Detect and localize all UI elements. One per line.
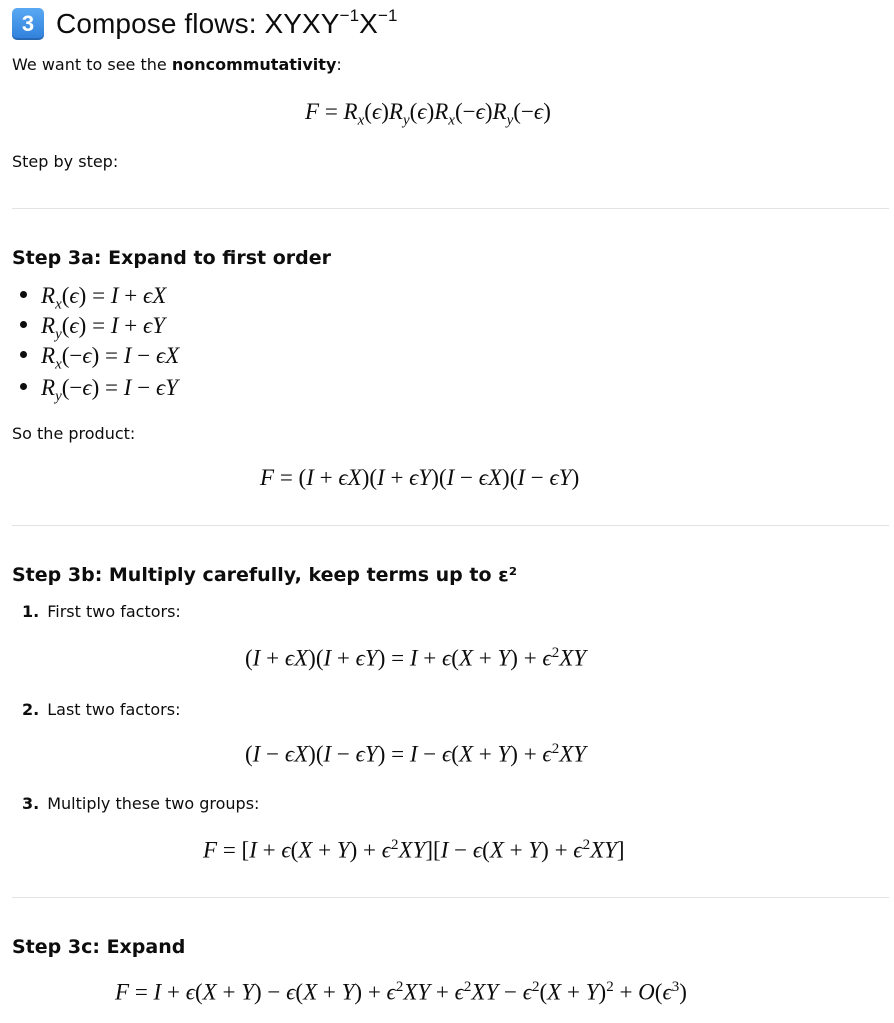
- bullet-dot-icon: [20, 383, 27, 390]
- divider-1: [12, 208, 889, 209]
- step-by-step-text: Step by step:: [12, 152, 119, 171]
- title-mid: X: [359, 8, 378, 39]
- formula-first-two: $(I + \epsilon X)(I + \epsilon Y) = I + \epsilon(X + Y) + \epsilon^2XY$: [245, 645, 587, 671]
- bullet-item: $R_x(-\epsilon) = I - \epsilon X$: [20, 343, 179, 374]
- section-title: [56, 8, 398, 40]
- formula-main: $F = R_x(\epsilon)R_y(\epsilon)R_x(-\epsilon)R_y(-\epsilon)$: [305, 99, 551, 129]
- numbered-item-1: 1. First two factors:: [22, 602, 181, 621]
- bullet-item: $R_y(\epsilon) = I + \epsilon Y$: [20, 313, 165, 344]
- divider-2: [12, 525, 889, 526]
- formula-expand: $F = I + \epsilon(X + Y) - \epsilon(X + Y) + \epsilon^2XY + \epsilon^2XY - \epsilon^2(X + Y)^2 + O(\epsilon^3)$: [115, 979, 687, 1005]
- bullet-item: $R_x(\epsilon) = I + \epsilon X$: [20, 283, 166, 314]
- formula-product: F = (I + ϵX)(I + ϵY)(I − ϵX)(I − ϵY): [260, 465, 580, 490]
- intro-paragraph: We want to see the noncommutativity:: [12, 55, 342, 74]
- bullet-dot-icon: [20, 291, 27, 298]
- numbered-item-3: 3. Multiply these two groups:: [22, 794, 260, 813]
- section-heading: [12, 4, 398, 44]
- intro-bold: noncommutativity: [171, 55, 337, 74]
- step3b-title: Step 3b: Multiply carefully, keep terms up to ε²: [12, 564, 518, 586]
- so-the-product-text: So the product:: [12, 424, 136, 443]
- keycap-three-icon: 3: [12, 8, 44, 40]
- bullet-item: $R_y(-\epsilon) = I - \epsilon Y$: [20, 375, 178, 406]
- formula-multiply-groups: $F = [I + \epsilon(X + Y) + \epsilon^2XY][I - \epsilon(X + Y) + \epsilon^2XY]$: [203, 837, 625, 863]
- title-text: Compose flows: XYXY: [56, 8, 340, 39]
- bullet-dot-icon: [20, 351, 27, 358]
- title-superscript-1: −1: [339, 6, 360, 25]
- title-superscript-2: −1: [377, 6, 398, 25]
- bullet-dot-icon: [20, 321, 27, 328]
- divider-3: [12, 897, 889, 898]
- step3c-title: Step 3c: Expand: [12, 936, 186, 958]
- numbered-item-2: 2. Last two factors:: [22, 700, 181, 719]
- formula-last-two: $(I - \epsilon X)(I - \epsilon Y) = I - \epsilon(X + Y) + \epsilon^2XY$: [245, 741, 587, 767]
- step3a-title: Step 3a: Expand to first order: [12, 247, 332, 269]
